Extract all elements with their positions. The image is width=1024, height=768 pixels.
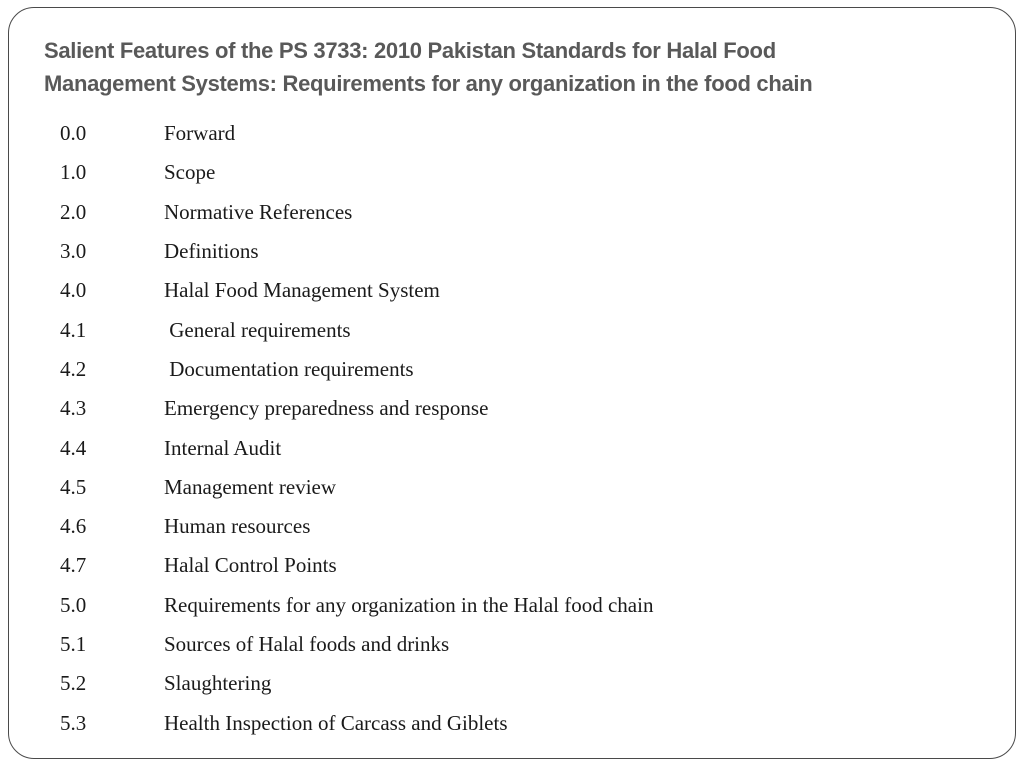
title-line-1: Salient Features of the PS 3733: 2010 Pakistan Standards for Halal Food: [44, 38, 776, 63]
toc-text: Slaughtering: [164, 671, 272, 696]
toc-number: 5.0: [60, 592, 87, 617]
toc-number: 4.0: [60, 278, 87, 303]
toc-number: 3.0: [60, 239, 87, 264]
toc-text: Management review: [164, 474, 337, 499]
toc-number: 4.4: [60, 435, 87, 460]
title-line-2: Management Systems: Requirements for any organization in the food chain: [44, 71, 813, 96]
toc-item: [60, 703, 653, 742]
toc-text: Documentation requirements: [164, 356, 414, 381]
toc-item: [60, 350, 653, 389]
toc-item: [60, 468, 653, 507]
toc-text: Sources of Halal foods and drinks: [164, 632, 450, 656]
toc-number: 5.2: [60, 671, 87, 696]
toc-number: 4.1: [60, 317, 87, 342]
toc-text: Scope: [164, 160, 216, 185]
toc-item: [60, 232, 653, 271]
toc-item: [60, 586, 653, 625]
toc-number: 4.7: [60, 553, 87, 578]
toc-text: Normative References: [164, 199, 353, 224]
toc-text: Definitions: [164, 239, 259, 264]
toc-text: Halal Food Management System: [164, 278, 440, 303]
toc-item: [60, 310, 653, 349]
toc-number: 5.1: [60, 632, 87, 656]
toc-text: Health Inspection of Carcass and Giblets: [164, 710, 508, 735]
toc-item: [60, 546, 653, 585]
toc-number: 2.0: [60, 199, 87, 224]
toc-number: 5.3: [60, 710, 87, 735]
toc-item: [60, 625, 653, 664]
toc-number: 1.0: [60, 160, 87, 185]
toc-number: 0.0: [60, 121, 87, 146]
toc-text: Requirements for any organization in the Halal food chain: [164, 592, 654, 617]
toc-number: 4.3: [60, 396, 87, 421]
toc-item: [60, 153, 653, 192]
toc-number: 4.6: [60, 514, 87, 539]
toc-text: Internal Audit: [164, 435, 282, 460]
toc-item: [60, 193, 653, 232]
toc-item: [60, 664, 653, 703]
table-of-contents: [60, 114, 653, 743]
toc-text: Human resources: [164, 514, 311, 539]
toc-item: [60, 507, 653, 546]
toc-text: Halal Control Points: [164, 553, 337, 578]
slide-title: [44, 34, 1004, 100]
toc-number: 4.2: [60, 356, 87, 381]
toc-item: [60, 389, 653, 428]
toc-text: Forward: [164, 121, 236, 146]
toc-item: [60, 428, 653, 467]
toc-number: 4.5: [60, 474, 87, 499]
toc-text: General requirements: [164, 317, 351, 342]
toc-item: [60, 271, 653, 310]
toc-item: [60, 114, 653, 153]
toc-text: Emergency preparedness and response: [164, 396, 489, 421]
